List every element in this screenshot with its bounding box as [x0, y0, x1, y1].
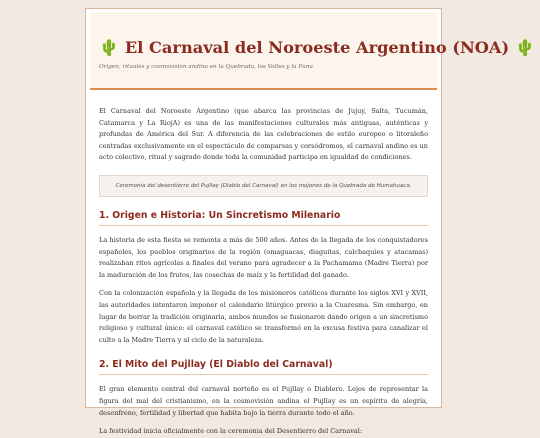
section-paragraph: La festividad inicia oficialmente con la ceremonia del Desentierro del Carnaval: — [99, 427, 363, 436]
page-subtitle: Origen, rituales y cosmovisión andina en la Quebrada, los Valles y la Puna — [99, 64, 313, 70]
article-body — [86, 106, 441, 438]
intro-paragraph: El Carnaval del Noroeste Argentino (que abarca las provincias de Jujuy, Salta, Tucumán, Catamarca y La RiojA) es una de las manifestaciones culturales más antiguas, auténticas y profundas de América del Sur. A diferencia de las celebraciones de estilo europeo o litoraleño centradas exclusivamente en el espectáculo de comparsas y corsódromos, el carnaval andino es un acto colectivo, ritual y sagrado donde toda la comunidad participa en igualdad de condiciones. — [99, 107, 428, 162]
page-title — [99, 38, 536, 58]
cactus-icon: 🌵 — [515, 38, 536, 57]
section-paragraph: La historia de esta fiesta se remonta a más de 500 años. Antes de la llegada de los conquistadores españoles, los pueblos originarios de la región (omaguacas, diaguitas, calchaquíes y atacamas) realizaban ritos agrícolas a finales del verano para agradecer a la Pachamama (Madre Tierra) por la maduración de los frutos, las cosechas de maíz y la fertilidad del ganado. — [99, 235, 428, 279]
article-page — [85, 8, 536, 436]
cactus-icon: 🌵 — [99, 38, 119, 57]
section-heading-origen: 1. Origen e Historia: Un Sincretismo Milenario — [99, 210, 428, 226]
title-text: El Carnaval del Noroeste Argentino (NOA) — [124, 38, 510, 57]
section-heading-pujllay: 2. El Mito del Pujllay (El Diablo del Carnaval) — [99, 359, 428, 375]
section-paragraph: Con la colonización española y la llegada de los misioneros católicos durante los siglos XVI y XVII, las autoridades intentaron imponer el calendario litúrgico previo a la Cuaresma. Sin embargo, en lugar de borrar la tradición originaria, ambos mundos se fusionaron dando origen a un sincretismo religioso y cultural único: el carnaval católico se transformó en la excusa festiva para canalizar el culto a la Madre Tierra y al ciclo de la naturaleza. — [99, 289, 428, 344]
section-paragraph: El gran elemento central del carnaval norteño es el Pujllay o Diablero. Lejos de representar la figura del mal del cristianismo, en la cosmovisión andina el Pujllay es un espíritu de alegría, desenfreno, fertilidad y libertad que habita bajo la tierra durante todo el año. — [99, 385, 428, 417]
figure-caption: Ceremonia del desentierro del Pujllay (Diablo del Carnaval) en los mojones de la Quebrada de Humahuaca. — [99, 175, 428, 197]
article-header — [90, 12, 536, 90]
